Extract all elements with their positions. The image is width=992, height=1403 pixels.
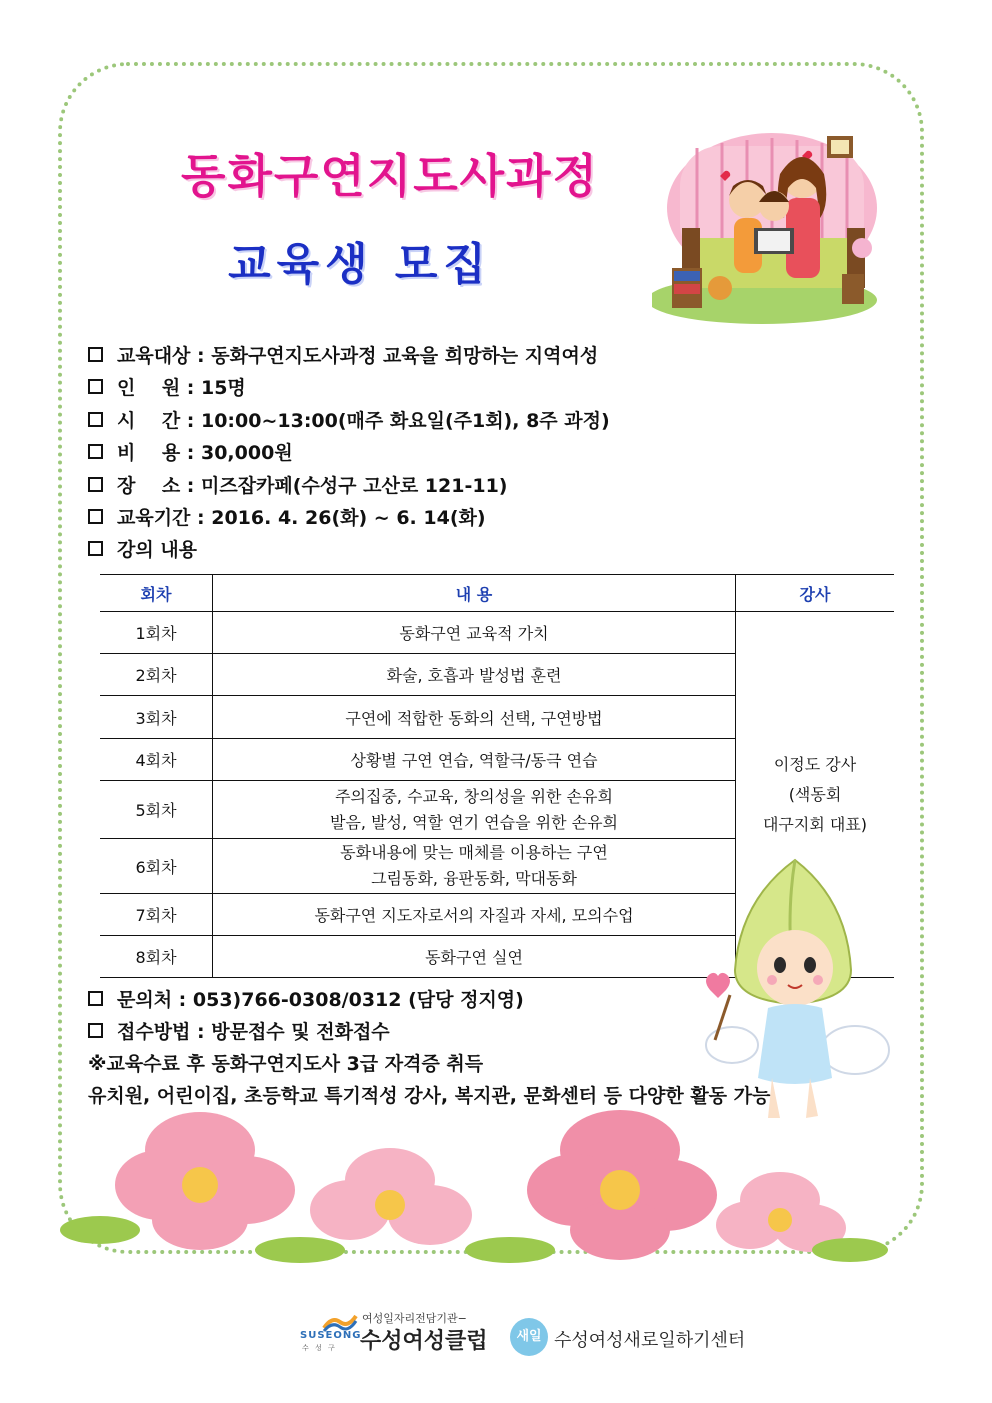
suseong-kr-text: 수 성 구	[302, 1344, 337, 1352]
instructor-org-1: (색동회	[788, 784, 842, 804]
content-line: 발음, 발성, 역할 연기 연습을 위한 손유희	[330, 812, 618, 832]
info-target-text: 교육대상 : 동화구연지도사과정 교육을 희망하는 지역여성	[117, 345, 599, 367]
recruit-subtitle: 교육생 모집	[228, 239, 492, 290]
family-reading-illustration	[652, 128, 892, 328]
footer-note-2: 유치원, 어린이집, 초등학교 특기적성 강사, 복지관, 문화센터 등 다양한 활동 가능	[88, 1085, 771, 1107]
info-time	[88, 405, 908, 437]
info-period-text: 교육기간 : 2016. 4. 26(화) ~ 6. 14(화)	[117, 506, 486, 529]
info-time-text: 시 간 : 10:00~13:00(매주 화요일(주1회), 8주 과정)	[117, 409, 610, 432]
suseong-women-club-logo	[300, 1310, 500, 1360]
footer-method	[88, 1016, 908, 1048]
content-cell: 상황별 구연 연습, 역할극/동극 연습	[213, 739, 736, 781]
footer-note-1: ※교육수료 후 동화구연지도사 3급 자격증 취득	[88, 1053, 484, 1075]
session-cell: 3회차	[100, 696, 213, 739]
content-line: 주의집중, 수교육, 창의성을 위한 손유희	[335, 786, 613, 806]
course-info-list	[88, 340, 908, 567]
info-lecture-heading	[88, 534, 908, 566]
header-session: 회차	[100, 575, 213, 612]
session-cell: 2회차	[100, 654, 213, 696]
checkbox-bullet-icon	[88, 347, 103, 362]
content-cell: 동화구연 교육적 가치	[213, 612, 736, 654]
info-place	[88, 470, 908, 502]
header-instructor: 강사	[736, 575, 895, 612]
content-cell	[213, 781, 736, 839]
instructor-org-2: 대구지회 대표)	[762, 814, 868, 834]
footer-info	[88, 984, 908, 1112]
table-row	[100, 612, 894, 654]
saeil-center-logo	[510, 1318, 750, 1358]
session-cell: 5회차	[100, 781, 213, 839]
content-cell: 구연에 적합한 동화의 선택, 구연방법	[213, 696, 736, 739]
flower-decoration	[60, 1090, 900, 1270]
checkbox-bullet-icon	[88, 991, 103, 1006]
session-cell: 7회차	[100, 894, 213, 936]
table-header-row	[100, 575, 894, 612]
info-capacity	[88, 372, 908, 404]
checkbox-bullet-icon	[88, 1023, 103, 1038]
checkbox-bullet-icon	[88, 379, 103, 394]
checkbox-bullet-icon	[88, 477, 103, 492]
checkbox-bullet-icon	[88, 444, 103, 459]
header-content: 내 용	[213, 575, 736, 612]
checkbox-bullet-icon	[88, 412, 103, 427]
session-cell: 4회차	[100, 739, 213, 781]
checkbox-bullet-icon	[88, 509, 103, 524]
content-cell: 동화구연 실연	[213, 936, 736, 978]
footer-method-text: 접수방법 : 방문접수 및 전화접수	[117, 1021, 390, 1043]
content-cell: 동화구연 지도자로서의 자질과 자세, 모의수업	[213, 894, 736, 936]
center-name: 수성여성새로일하기센터	[554, 1330, 746, 1351]
course-title: 동화구연지도사과정	[181, 149, 599, 203]
club-name: 수성여성클럽	[360, 1329, 488, 1354]
info-period	[88, 502, 908, 534]
session-cell: 8회차	[100, 936, 213, 978]
content-line: 그림동화, 융판동화, 막대동화	[371, 869, 577, 888]
checkbox-bullet-icon	[88, 541, 103, 556]
info-cost-text: 비 용 : 30,000원	[117, 442, 293, 465]
content-cell: 화술, 호흡과 발성법 훈련	[213, 654, 736, 696]
session-cell: 1회차	[100, 612, 213, 654]
info-place-text: 장 소 : 미즈잡카페(수성구 고산로 121-11)	[117, 474, 508, 497]
info-target	[88, 340, 908, 372]
org-tagline: 여성일자리전담기관−	[362, 1312, 467, 1325]
saeil-logo-icon: 새일	[510, 1318, 548, 1356]
suseong-text: SUSEONG	[300, 1330, 362, 1341]
content-line: 동화내용에 맞는 매체를 이용하는 구연	[340, 843, 608, 862]
footer-contact	[88, 984, 908, 1016]
session-cell: 6회차	[100, 839, 213, 894]
info-cost	[88, 437, 908, 469]
info-capacity-text: 인 원 : 15명	[117, 377, 246, 400]
info-lecture-heading-text: 강의 내용	[117, 539, 198, 562]
footer-contact-text: 문의처 : 053)766-0308/0312 (담당 정지영)	[117, 989, 524, 1011]
content-cell	[213, 839, 736, 894]
instructor-name: 이정도 강사	[773, 754, 857, 774]
